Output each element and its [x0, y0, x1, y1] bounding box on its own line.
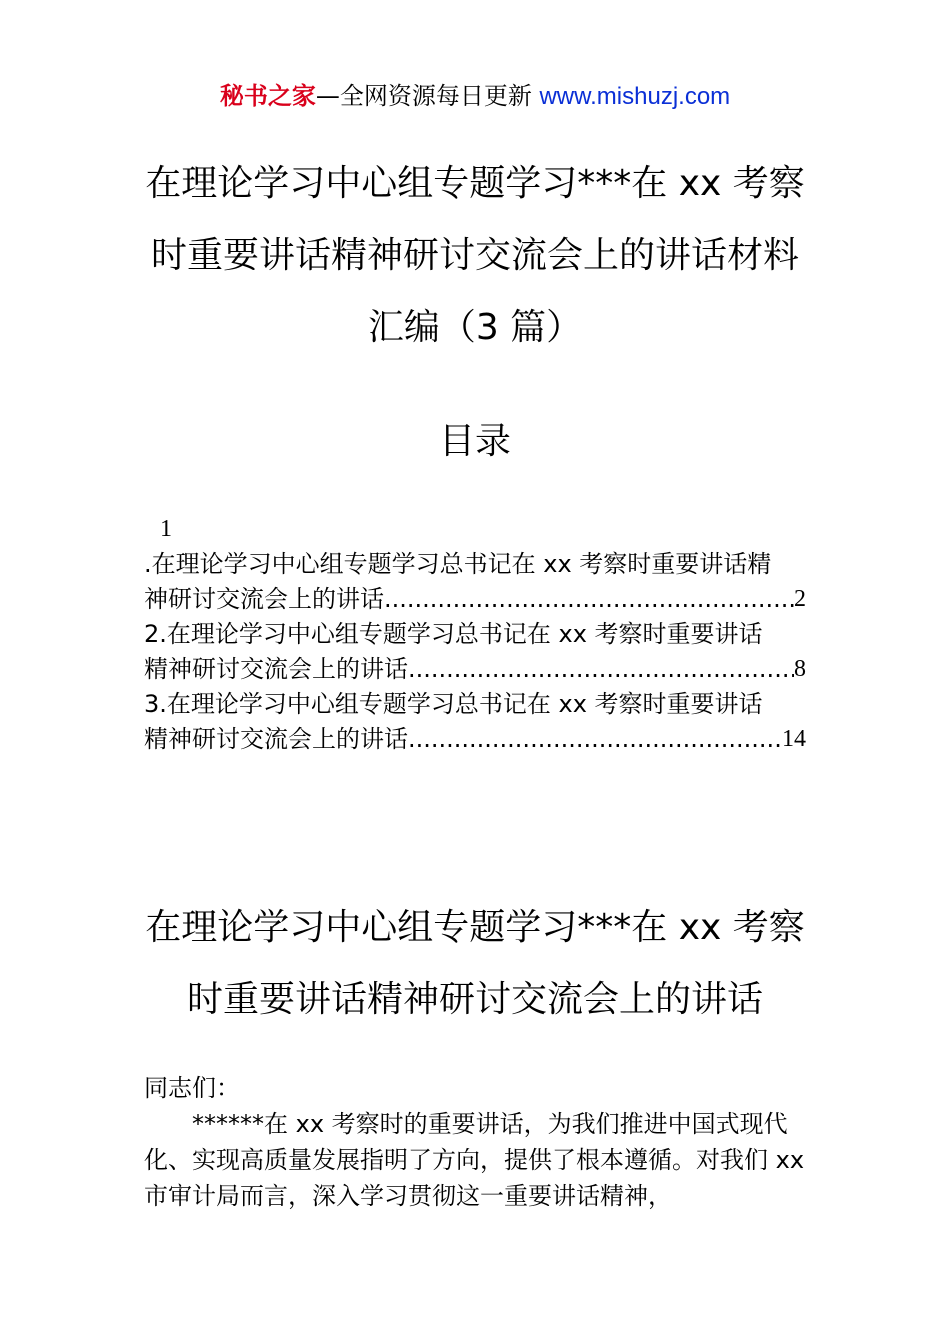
article-title: [0, 892, 950, 1036]
body-paragraph: ******在 xx 考察时的重要讲话，为我们推进中国式现代化、实现高质量发展指明了方向，提供了根本遵循。对我们 xx 市审计局而言，深入学习贯彻这一重要讲话精神，: [144, 1110, 805, 1210]
toc-heading: 目录: [438, 421, 511, 462]
table-of-contents: [144, 512, 806, 757]
toc-item-text: 神研讨交流会上的讲话: [144, 585, 384, 613]
toc-leader-dots: [384, 582, 794, 617]
toc-page-number: 8: [794, 656, 806, 682]
article-title-line: 时重要讲话精神研讨交流会上的讲话: [186, 979, 763, 1020]
toc-page-number: 2: [794, 586, 806, 612]
toc-item-3[interactable]: [144, 687, 806, 757]
main-title-line: 在理论学习中心组专题学习***在 xx 考察: [145, 163, 805, 204]
toc-leader-dots: [408, 652, 794, 687]
toc-item-2[interactable]: [144, 617, 806, 687]
toc-item-1[interactable]: [144, 547, 806, 617]
toc-item-text: 精神研讨交流会上的讲话: [144, 655, 408, 683]
main-title: [0, 148, 950, 364]
toc-item-text: 2.在理论学习中心组专题学习总书记在 xx 考察时重要讲话: [144, 620, 763, 648]
toc-leader-dots: [408, 722, 782, 757]
article-body: [144, 1070, 806, 1214]
toc-item-number: 1: [160, 516, 172, 542]
toc-page-number: 14: [782, 726, 806, 752]
header-tagline: —全网资源每日更新: [315, 82, 540, 110]
main-title-line: 时重要讲话精神研讨交流会上的讲话材料: [150, 235, 799, 276]
toc-item-text: 精神研讨交流会上的讲话: [144, 725, 408, 753]
toc-item-text: 3.在理论学习中心组专题学习总书记在 xx 考察时重要讲话: [144, 690, 763, 718]
toc-item-text: .在理论学习中心组专题学习总书记在 xx 考察时重要讲话精: [144, 550, 772, 578]
brand-name: 秘书之家: [219, 82, 316, 110]
site-url-link[interactable]: www.mishuzj.com: [539, 83, 731, 110]
salutation: 同志们：: [144, 1074, 240, 1102]
site-header: [0, 80, 950, 113]
article-title-line: 在理论学习中心组专题学习***在 xx 考察: [145, 907, 805, 948]
main-title-line: 汇编（3 篇）: [367, 307, 583, 348]
